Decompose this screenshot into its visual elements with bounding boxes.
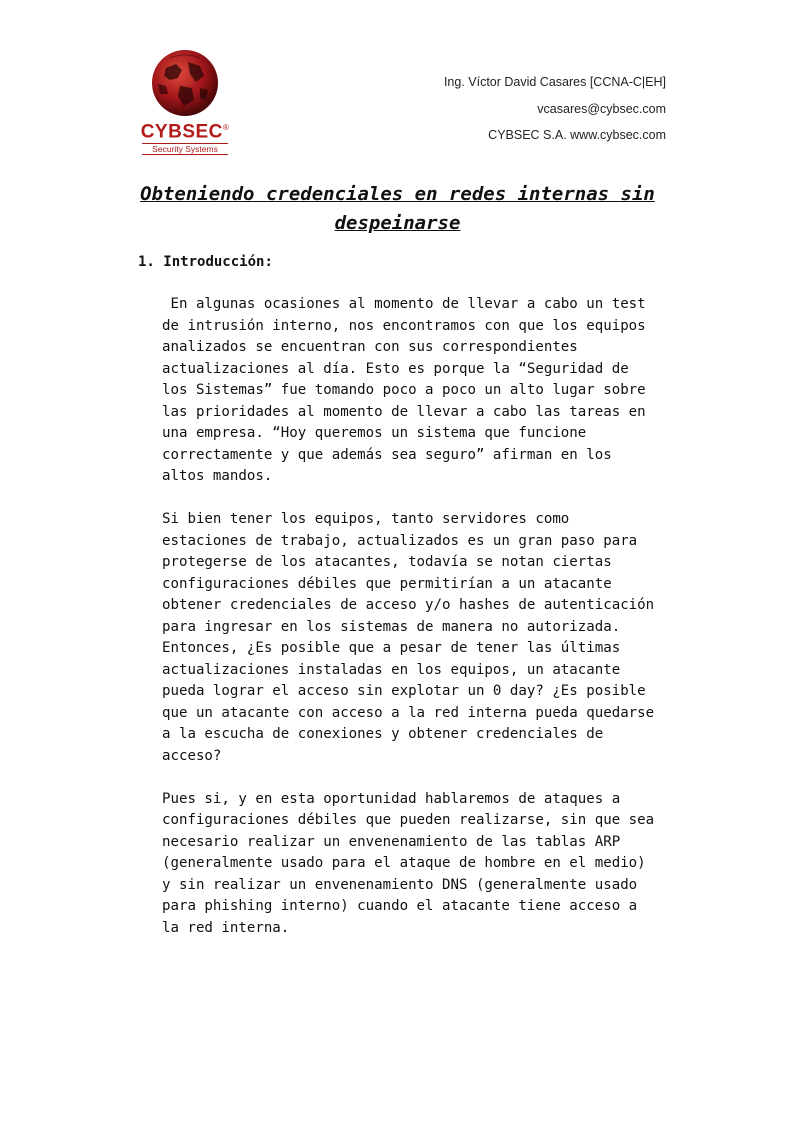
section-title: Introducción: (163, 254, 273, 270)
paragraph (162, 789, 682, 940)
paragraph-line: estaciones de trabajo, actualizados es un gran paso para (162, 532, 638, 549)
author-name: Ing. Víctor David Casares [CCNA-C|EH] (443, 75, 666, 89)
section-number: 1. (138, 254, 155, 270)
paragraph-line: actualizaciones al día. Esto es porque la “Seguridad de (162, 360, 629, 377)
paragraph-line: obtener credenciales de acceso y/o hashes de autenticación (162, 597, 655, 613)
document-title (120, 180, 675, 238)
paragraph-line: las prioridades al momento de llevar a cabo las tareas en (162, 403, 646, 420)
paragraph (162, 509, 682, 767)
author-email: vcasares@cybsec.com (537, 101, 666, 116)
author-header (444, 73, 666, 153)
company-info: CYBSEC S.A. www.cybsec.com (488, 128, 666, 142)
paragraph-line: una empresa. “Hoy queremos un sistema que funcione (162, 425, 587, 441)
paragraph-line: correctamente y que además sea seguro” afirman en los (162, 446, 612, 463)
paragraph-line: configuraciones débiles que permitirían a un atacante (162, 575, 612, 592)
paragraph-line: analizados se encuentran con sus correspondientes (162, 339, 578, 355)
cybsec-logo (136, 48, 234, 155)
logo-tagline: Security Systems (142, 143, 228, 155)
globe-icon (136, 48, 234, 118)
paragraph-line: Pues si, y en esta oportunidad hablaremos de ataques a (162, 790, 621, 807)
paragraph-line: En algunas ocasiones al momento de llevar a cabo un test (162, 296, 646, 312)
section-heading (138, 252, 273, 272)
paragraph-line: para ingresar en los sistemas de manera no autorizada. (162, 618, 621, 635)
paragraph-line: (generalmente usado para el ataque de hombre en el medio) (162, 855, 646, 871)
paragraph-line: configuraciones débiles que pueden realizarse, sin que sea (162, 812, 655, 828)
paragraph-line: los Sistemas” fue tomando poco a poco un alto lugar sobre (162, 382, 646, 398)
paragraph-line: y sin realizar un envenenamiento DNS (generalmente usado (162, 876, 638, 893)
paragraph-line: que un atacante con acceso a la red interna pueda quedarse (162, 704, 655, 721)
paragraph-line: para phishing interno) cuando el atacante tiene acceso a (162, 898, 638, 914)
document-body (162, 294, 682, 961)
logo-wordmark: CYBSEC® (140, 121, 230, 143)
paragraph-line: de intrusión interno, nos encontramos con que los equipos (162, 317, 646, 334)
paragraph (162, 294, 682, 488)
paragraph-line: la red interna. (162, 919, 290, 936)
title-line-1: Obteniendo credenciales en redes internas sin (140, 183, 655, 205)
paragraph-line: Si bien tener los equipos, tanto servidores como (162, 511, 570, 527)
paragraph-line: protegerse de los atacantes, todavía se notan ciertas (162, 554, 612, 570)
paragraph-line: Entonces, ¿Es posible que a pesar de tener las últimas (162, 640, 621, 656)
paragraph-line: pueda lograr el acceso sin explotar un 0 day? ¿Es posible (162, 683, 646, 699)
paragraph-line: necesario realizar un envenenamiento de las tablas ARP (162, 833, 621, 850)
paragraph-line: a la escucha de conexiones y obtener credenciales de (162, 726, 604, 742)
paragraph-line: altos mandos. (162, 468, 273, 484)
title-line-2: despeinarse (334, 212, 461, 234)
paragraph-line: actualizaciones instaladas en los equipos, un atacante (162, 661, 621, 678)
paragraph-line: acceso? (162, 747, 222, 764)
